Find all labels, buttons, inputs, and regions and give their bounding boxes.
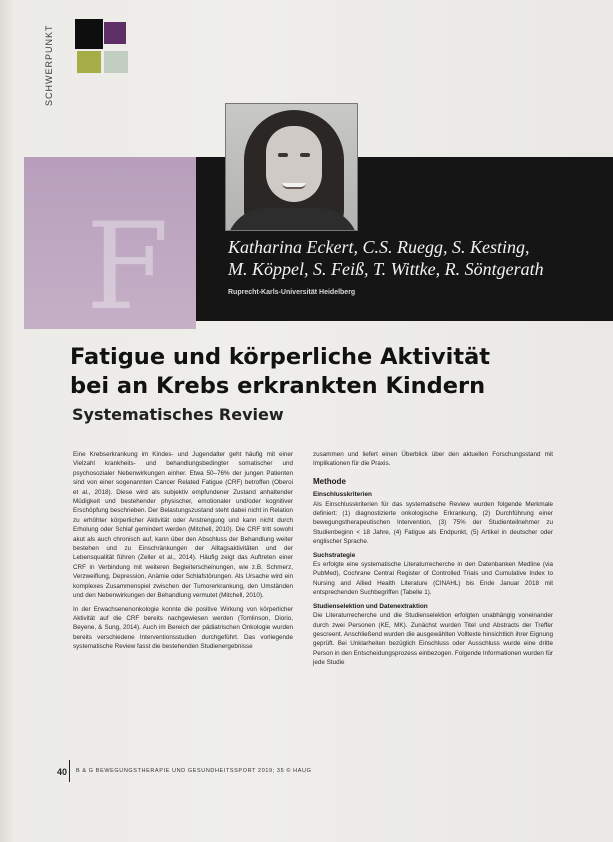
subheading-selection: Studienselektion und Datenextraktion	[313, 602, 428, 610]
paragraph: In der Erwachsenenonkologie konnte die positive Wirkung von körperlicher Aktivität auf die CRF bereits nachgewiesen werden (Tomlinson, Diorio, Beyene, & Sung, 2014). Auch im Bereich der pädiatrischen Onkologie wurden bereits verschiedene Interventionsstudien durchgeführt. Das vorliegende systematische Review fasst die bestehenden Studienergebnisse	[73, 605, 293, 651]
decor-square-purple	[104, 22, 126, 44]
subheading-criteria: Einschlusskriterien	[313, 491, 372, 499]
footer-divider	[69, 760, 70, 782]
paragraph: Als Einschlusskriterien für das systematische Review wurden folgende Merkmale definiert: (1) diagnostizierte onkologische Erkrankung, (2) Durchführung einer bewegungstherapeutischen Intervention, (3) 75% der Studienteilnehmer zu Studienbeginn < 18 Jahre, (4) Fatigue als Endpunkt, (5) Artikel in deutscher oder englischer Sprache.	[313, 500, 553, 546]
text-column-2	[313, 450, 553, 672]
paragraph: zusammen und liefert einen Überblick über den aktuellen Forschungsstand mit Implikationen für die Praxis.	[313, 451, 553, 468]
article-title	[70, 343, 600, 401]
paragraph: Eine Krebserkrankung im Kindes- und Jugendalter geht häufig mit einer Vielzahl krankheits- und behandlungsbedingter somatischer und psychosozialer Nebenwirkungen einher. Etwa 50–76% der jungen Patienten sind von einer sogenannten Cancer Related Fatigue (CRF) betroffen (Oberoi et al., 2018). Diese wird als subjektiv empfundener Zustand anhaltender Müdigkeit und bestehender physischer, emotionaler und/oder kognitiver Erschöpfung beschrieben. Der Belastungszustand steht dabei nicht in Relation zu erhöhter körperlicher Aktivität oder Anstrengung und kann nicht durch Erholung oder Schlaf gemindert werden (Mitchell, 2010). Die CRF tritt sowohl akut als auch chronisch auf, kann über den Abschluss der Behandlung weiter bestehen und zu Einschränkungen der Alltagsaktivitäten und der Lebensqualität führen (Zeller et al., 2014). Häufig zeigt das Auftreten einer CRF in Verbindung mit weiteren Begleiterscheinungen, wie z.B. Schmerz, Verzweiflung, Depression, Anämie oder Schlafstörungen. Als Ursache wird ein komplexes Zusammenspiel zwischen der Tumorerkrankung, den Umständen und den Nebenwirkungen der Behandlung vermutet (Mitchell, 2010).	[73, 451, 293, 600]
author-photo	[225, 103, 358, 231]
article-subtitle: Systematisches Review	[72, 405, 284, 424]
decor-square-black	[75, 19, 103, 49]
section-heading-methods: Methode	[313, 476, 346, 486]
paragraph: Es erfolgte eine systematische Literaturrecherche in den Datenbanken Medline (via PubMed), Cochrane Central Register of Controlled Trials und Cumulative Index to Nursing and Allied Health Literature (CINAHL) bis Ende Januar 2018 mit entsprechenden Suchbegriffen (Tabelle 1).	[313, 561, 553, 597]
author-list	[228, 236, 608, 280]
authors-line-2: M. Köppel, S. Feiß, T. Wittke, R. Söntgerath	[228, 259, 544, 279]
title-line-2: bei an Krebs erkrankten Kindern	[70, 373, 486, 399]
authors-line-1: Katharina Eckert, C.S. Ruegg, S. Kesting,	[228, 237, 530, 257]
text-column-1	[73, 450, 293, 656]
decor-square-sage	[104, 51, 128, 73]
title-line-1: Fatigue und körperliche Aktivität	[70, 344, 491, 370]
initial-letter: F	[86, 198, 170, 337]
publication-line: B & G BEWEGUNGSTHERAPIE UND GESUNDHEITSSPORT 2019; 35 © HAUG	[76, 768, 312, 774]
subheading-search: Suchstrategie	[313, 551, 356, 559]
section-label	[44, 22, 58, 106]
page-number: 40	[57, 767, 68, 777]
decor-square-olive	[77, 51, 101, 73]
section-label-text: SCHWERPUNKT	[44, 24, 54, 106]
affiliation: Ruprecht-Karls-Universität Heidelberg	[228, 289, 356, 296]
paragraph: Die Literaturrecherche und die Studienselektion erfolgten unabhängig voneinander durch zwei Personen (KE, MK). Zunächst wurden Titel und Abstracts der Treffer gescreent. Anschließend wurden die ausgewählten Volltexte hinsichtlich ihrer Eignung geprüft. Bei Unklarheiten bezüglich Einschluss oder Ausschluss wurde eine dritte Person in den Entscheidungsprozess einbezogen. Folgende Informationen wurden für jede Studie	[313, 612, 553, 667]
